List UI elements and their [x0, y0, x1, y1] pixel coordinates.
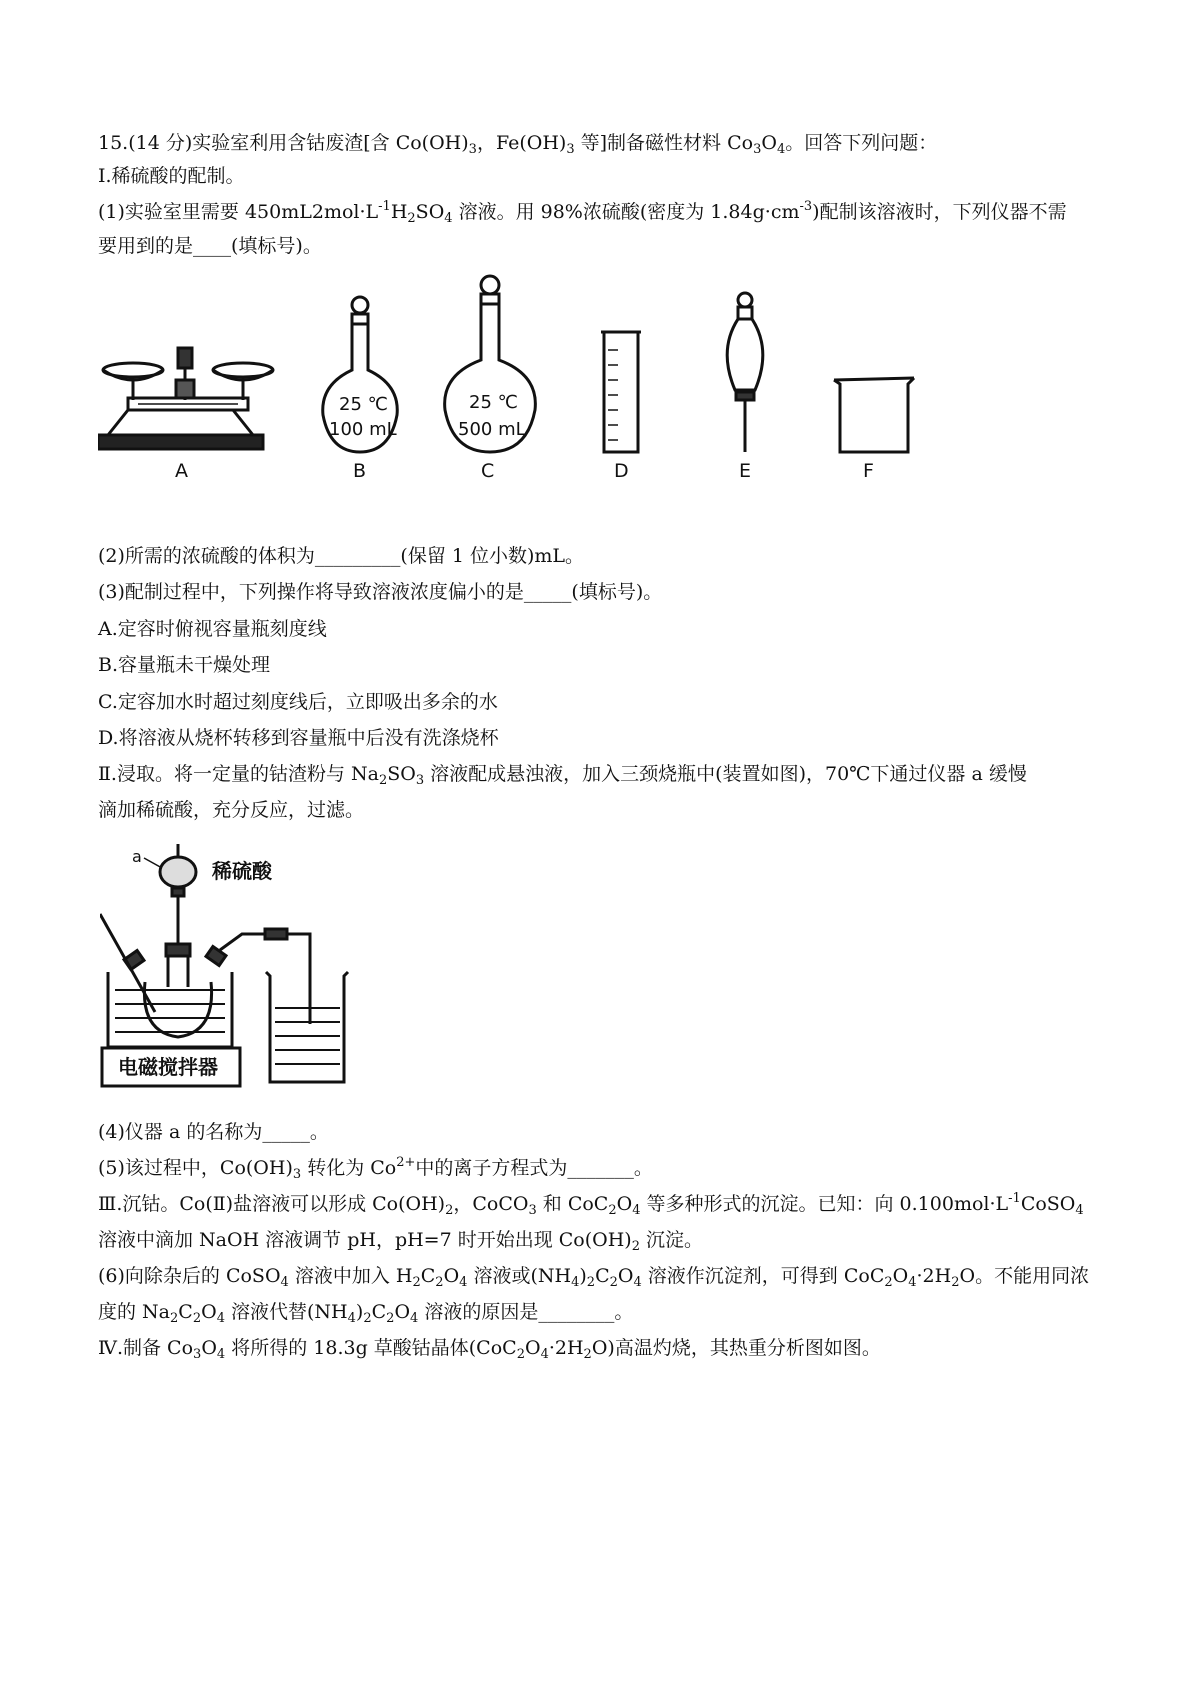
option-a: A.定容时俯视容量瓶刻度线	[98, 618, 327, 640]
label-d: D	[614, 460, 629, 482]
label-f: F	[863, 460, 874, 482]
reaction-setup-figure	[100, 832, 380, 1102]
separatory-funnel	[727, 293, 763, 452]
apparatus-figure	[98, 270, 938, 490]
flask-500ml	[445, 276, 536, 452]
dilute-acid-label: 稀硫酸	[212, 859, 272, 883]
section-1-heading: Ⅰ.稀硫酸的配制。	[98, 165, 245, 187]
label-a: A	[175, 460, 188, 482]
water-bath	[100, 914, 310, 1047]
question-title: 15.(14 分)实验室利用含钴废渣[含 $Co(OH)_3$，$Fe(OH)_3$ 等]制备磁性材料 $Co_3O_4$。回答下列问题：	[98, 132, 938, 157]
subquestion-5: (5)该过程中，$Co(OH)_3$ 转化为 $Co^{2+}$中的离子方程式为_______。	[98, 1155, 653, 1182]
beaker	[834, 378, 914, 452]
section-2-heading: Ⅱ.浸取。将一定量的钴渣粉与 $Na_2SO_3$ 溶液配成悬浊液，加入三颈烧瓶中(装置如图)，70℃下通过仪器 a 缓慢	[98, 763, 1027, 788]
section-3-cont: 溶液中滴加 NaOH 溶液调节 pH，pH=7 时开始出现 $Co(OH)_2$ 沉淀。	[98, 1229, 704, 1254]
subquestion-1-cont: 要用到的是____(填标号)。	[98, 235, 322, 257]
option-b: B.容量瓶未干燥处理	[98, 654, 271, 676]
graduated-cylinder	[601, 332, 641, 452]
label-c: C	[481, 460, 495, 482]
option-d: D.将溶液从烧杯转移到容量瓶中后没有洗涤烧杯	[98, 727, 499, 749]
label-b: B	[353, 460, 367, 482]
subquestion-4: (4)仪器 a 的名称为_____。	[98, 1121, 329, 1143]
flask-c-volume: 500 mL	[458, 419, 526, 440]
flask-b-temp: 25 ℃	[339, 394, 388, 415]
dropping-funnel	[160, 844, 196, 952]
subquestion-6: (6)向除杂后的 CoSO$_4$ 溶液中加入 $H_2C_2O_4$ 溶液或$(NH_4)_2C_2O_4$ 溶液作沉淀剂，可得到 $CoC_2O_4\cdot 2H_2O$。不能用同浓	[98, 1265, 1090, 1290]
subquestion-1: (1)实验室里需要 $450mL2mol\cdot L^{-1}H_2SO_4$ 溶液。用 98%浓硫酸(密度为 $1.84g\cdot cm^{-3}$)配制该溶液时，下列仪器不需	[98, 199, 1067, 226]
stirrer-label: 电磁搅拌器	[118, 1055, 218, 1079]
subquestion-6-cont: 度的 $Na_2C_2O_4$ 溶液代替$(NH_4)_2C_2O_4$ 溶液的原因是________。	[98, 1301, 634, 1326]
receiving-beaker	[266, 972, 348, 1082]
flask-100ml	[323, 297, 398, 452]
section-2-cont: 滴加稀硫酸，充分反应，过滤。	[98, 799, 365, 821]
flask-b-volume: 100 mL	[329, 419, 397, 440]
option-c: C.定容加水时超过刻度线后，立即吸出多余的水	[98, 691, 498, 713]
instrument-a-label: a	[132, 847, 142, 866]
flask-c-temp: 25 ℃	[469, 392, 518, 413]
label-e: E	[739, 460, 752, 482]
subquestion-2: (2)所需的浓硫酸的体积为_________(保留 1 位小数)mL。	[98, 545, 585, 567]
section-3-heading: Ⅲ.沉钴。Co(Ⅱ)盐溶液可以形成 $Co(OH)_2$，CoCO$_3$ 和 $CoC_2O_4$ 等多种形式的沉淀。已知：向 $0.100mol\cdot L^{-1}CoSO_4$	[98, 1191, 1084, 1218]
subquestion-3: (3)配制过程中，下列操作将导致溶液浓度偏小的是_____(填标号)。	[98, 581, 663, 603]
section-4-heading: Ⅳ.制备 $Co_3O_4$ 将所得的 18.3g 草酸钴晶体$(CoC_2O_4\cdot 2H_2O)$高温灼烧，其热重分析图如图。	[98, 1337, 881, 1362]
balance-illustration	[98, 348, 273, 449]
